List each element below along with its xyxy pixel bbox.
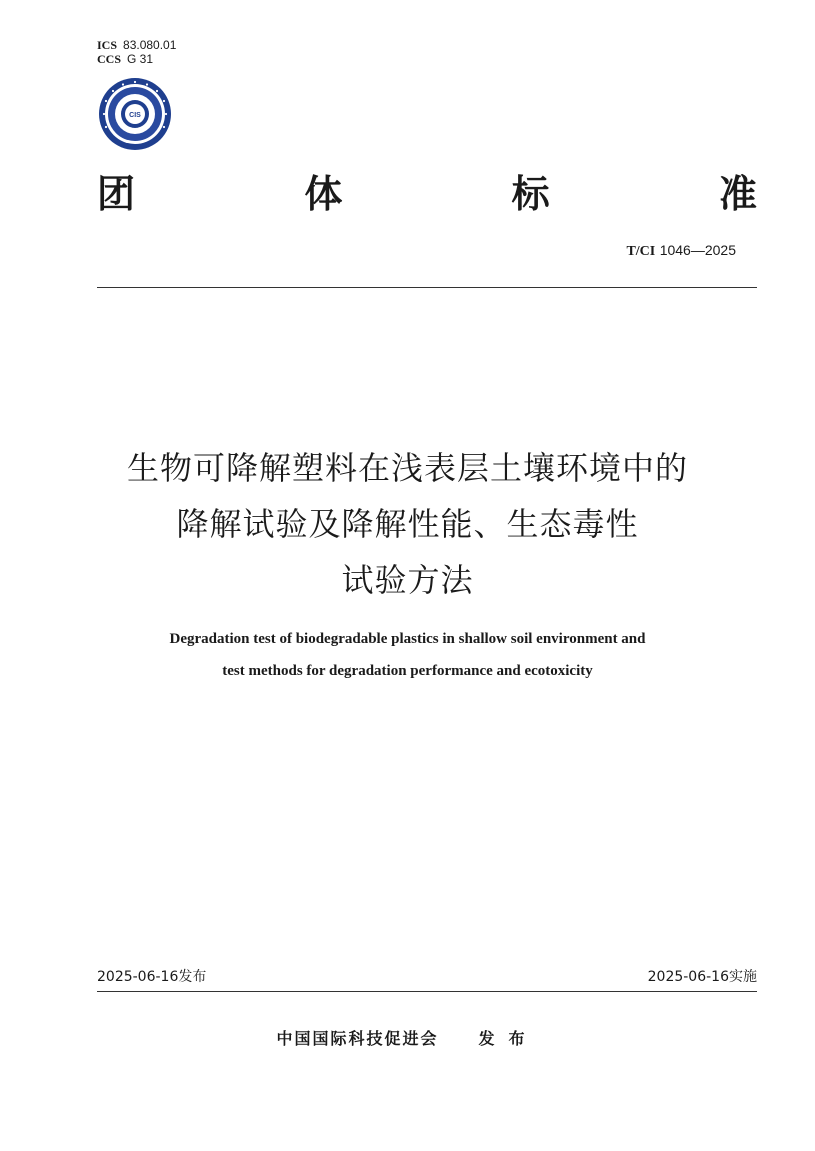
ics-value: 83.080.01 (123, 38, 177, 52)
ics-label: ICS (97, 38, 118, 52)
issuer-org: 中国国际科技促进会 (276, 1029, 439, 1048)
title-english (0, 623, 815, 687)
ccs-row (97, 52, 176, 66)
title-en-line-1: Degradation test of biodegradable plastics in shallow soil environment and (169, 631, 646, 647)
category-char-4: 准 (718, 171, 757, 216)
ics-row (97, 38, 176, 52)
ccs-label: CCS (97, 52, 122, 66)
issuer-action: 发布 (478, 1029, 539, 1048)
title-cn-line-2: 降解试验及降解性能、生态毒性 (176, 505, 639, 543)
cis-logo-icon (97, 76, 173, 152)
category-char-3: 标 (511, 171, 550, 216)
title-cn-line-1: 生物可降解塑料在浅表层土壤环境中的 (126, 449, 688, 487)
standard-number (626, 242, 736, 260)
classification-codes (97, 38, 176, 66)
title-en-line-2: test methods for degradation performance and ecotoxicity (222, 663, 593, 679)
logo-text: CIS (129, 112, 141, 119)
implement-date: 2025-06-16实施 (647, 969, 757, 985)
publish-date: 2025-06-16发布 (97, 969, 207, 985)
bottom-divider (97, 991, 757, 992)
title-cn-line-3: 试验方法 (341, 561, 474, 599)
ccs-value: G 31 (127, 52, 154, 66)
issuer (0, 1026, 815, 1049)
category-char-1: 团 (97, 171, 136, 216)
cis-logo (97, 76, 173, 152)
standard-category-heading (97, 165, 757, 215)
category-char-2: 体 (304, 171, 343, 216)
title-chinese (0, 440, 815, 608)
standard-code: 1046—2025 (659, 242, 736, 258)
standard-prefix: T/CI (626, 244, 656, 259)
top-divider (97, 287, 757, 288)
